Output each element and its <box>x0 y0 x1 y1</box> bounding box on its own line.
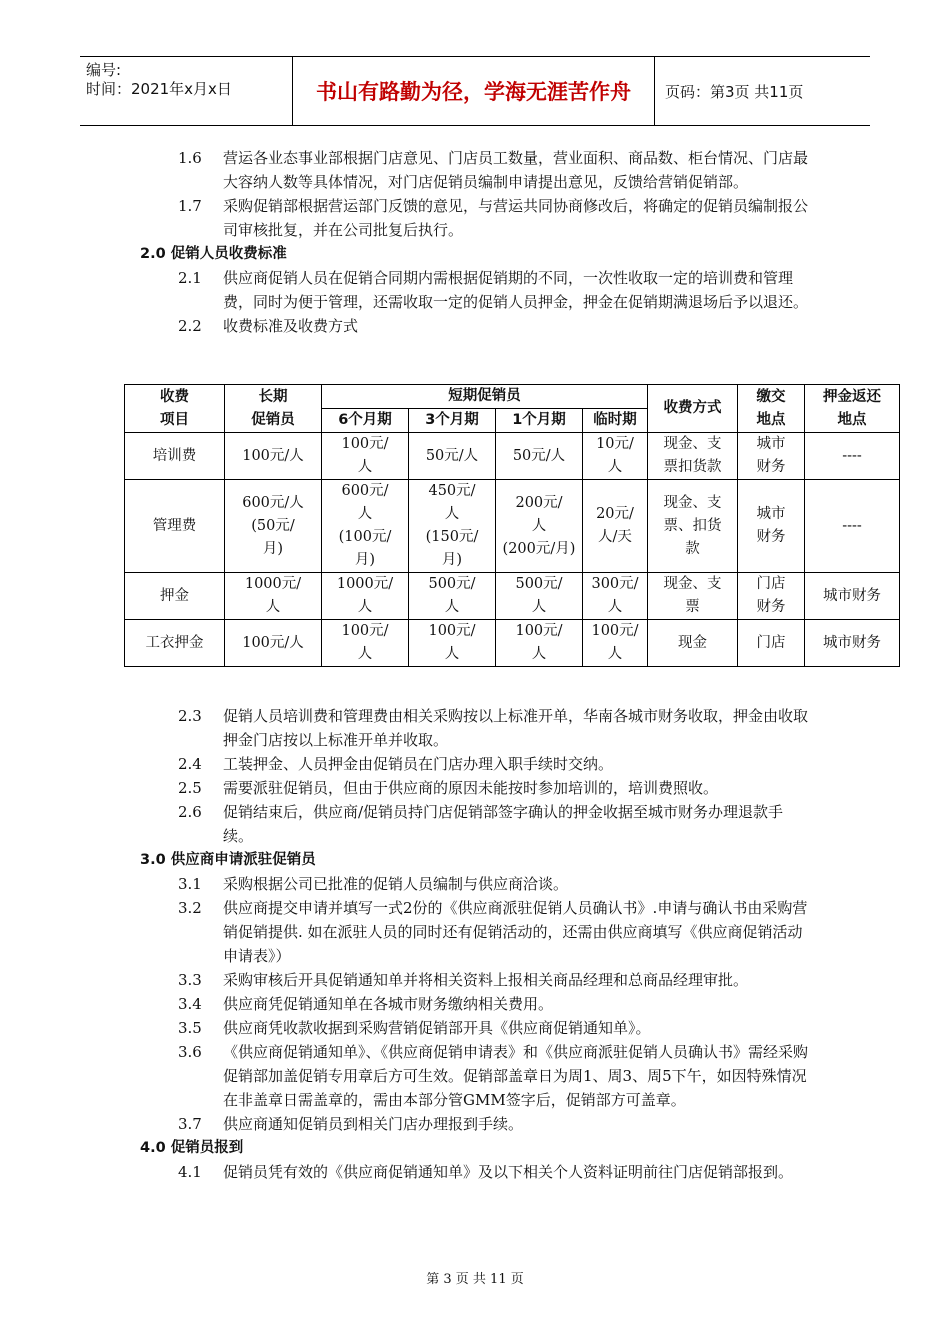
table-cell-long: 100元/人 <box>225 620 322 667</box>
item-num: 3.2 <box>178 899 202 917</box>
item-text: 采购促销部根据营运部门反馈的意见，与营运共同协商修改后，将确定的促销员编制报公司审核批复，并在公司批复后执行。 <box>223 197 809 239</box>
item-text: 《供应商促销通知单》、《供应商促销申请表》和《供应商派驻促销人员确认书》需经采购促销部加盖促销专用章后方可生效。促销部盖章日为周1、周3、周5下午，如因特殊情况在非盖章日需盖章的，需由本部分管GMM签字后，促销部方可盖章。 <box>223 1043 809 1109</box>
table-cell-long: 100元/人 <box>225 433 322 480</box>
table-cell-method: 现金、支 票 <box>648 573 738 620</box>
list-item <box>140 1016 810 1040</box>
list-item <box>140 896 810 968</box>
time-label: 时间：2021年x月x日 <box>86 80 232 98</box>
list-item <box>140 266 810 314</box>
table-cell-m3: 450元/ 人 (150元/ 月) <box>409 480 496 573</box>
item-num: 2.6 <box>178 803 202 821</box>
table-cell-place: 门店 <box>738 620 805 667</box>
page-header <box>80 56 870 126</box>
item-text: 收费标准及收费方式 <box>223 317 359 335</box>
table-row <box>125 480 900 573</box>
header-meta <box>80 57 293 125</box>
body-bottom <box>140 704 810 1184</box>
item-text: 采购审核后开具促销通知单并将相关资料上报相关商品经理和总商品经理审批。 <box>223 971 749 989</box>
header-motto: 书山有路勤为径，学海无涯苦作舟 <box>293 57 655 125</box>
list-item <box>140 1160 810 1184</box>
table-row <box>125 573 900 620</box>
list-item <box>140 872 810 896</box>
table-cell-place: 城市 财务 <box>738 480 805 573</box>
list-item <box>140 146 810 194</box>
table-cell-refund: 城市财务 <box>805 573 900 620</box>
item-text: 供应商凭促销通知单在各城市财务缴纳相关费用。 <box>223 995 554 1013</box>
item-num: 4.1 <box>178 1163 202 1181</box>
col-header: 1个月期 <box>496 409 583 433</box>
table-row <box>125 433 900 480</box>
list-item <box>140 314 810 338</box>
item-text: 供应商提交申请并填写一式2份的《供应商派驻促销人员确认书》.申请与确认书由采购营销促销提供. 如在派驻人员的同时还有促销活动的，还需由供应商填写《供应商促销活动申请表》） <box>223 899 808 965</box>
table-cell-place: 门店 财务 <box>738 573 805 620</box>
item-text: 供应商通知促销员到相关门店办理报到手续。 <box>223 1115 524 1133</box>
table-cell-m3: 50元/人 <box>409 433 496 480</box>
list-item <box>140 752 810 776</box>
col-header: 6个月期 <box>322 409 409 433</box>
table-cell-m3: 500元/ 人 <box>409 573 496 620</box>
table-cell-item: 管理费 <box>125 480 225 573</box>
table-cell-place: 城市 财务 <box>738 433 805 480</box>
table-cell-m1: 500元/ 人 <box>496 573 583 620</box>
item-num: 3.7 <box>178 1115 202 1133</box>
table-cell-m6: 1000元/ 人 <box>322 573 409 620</box>
item-num: 3.6 <box>178 1043 202 1061</box>
list-item <box>140 704 810 752</box>
table-cell-item: 工衣押金 <box>125 620 225 667</box>
table-cell-long: 600元/人 (50元/ 月) <box>225 480 322 573</box>
header-page-info: 页码：第3页 共11页 <box>665 82 804 101</box>
list-item <box>140 992 810 1016</box>
item-text: 供应商促销人员在促销合同期内需根据促销期的不同，一次性收取一定的培训费和管理费，同时为便于管理，还需收取一定的促销人员押金，押金在促销期满退场后予以退还。 <box>223 269 809 311</box>
item-num: 2.3 <box>178 707 202 725</box>
item-num: 2.2 <box>178 317 202 335</box>
item-num: 2.1 <box>178 269 202 287</box>
item-text: 促销人员培训费和管理费由相关采购按以上标准开单，华南各城市财务收取，押金由收取押金门店按以上标准开单并收取。 <box>223 707 809 749</box>
table-cell-m6: 100元/ 人 <box>322 620 409 667</box>
table-cell-m1: 50元/人 <box>496 433 583 480</box>
table-cell-refund: ---- <box>805 480 900 573</box>
table-cell-method: 现金 <box>648 620 738 667</box>
item-num: 2.4 <box>178 755 202 773</box>
table-cell-item: 押金 <box>125 573 225 620</box>
item-text: 采购根据公司已批准的促销人员编制与供应商洽谈。 <box>223 875 569 893</box>
list-item <box>140 776 810 800</box>
table-cell-m6: 100元/ 人 <box>322 433 409 480</box>
list-item <box>140 194 810 242</box>
table-cell-method: 现金、支 票、扣货 款 <box>648 480 738 573</box>
table-cell-refund: ---- <box>805 433 900 480</box>
list-item <box>140 1040 810 1112</box>
item-text: 需要派驻促销员，但由于供应商的原因未能按时参加培训的，培训费照收。 <box>223 779 719 797</box>
item-text: 促销员凭有效的《供应商促销通知单》及以下相关个人资料证明前往门店促销部报到。 <box>223 1163 794 1181</box>
item-text: 营运各业态事业部根据门店意见、门店员工数量，营业面积、商品数、柜台情况、门店最大容纳人数等具体情况，对门店促销员编制申请提出意见，反馈给营销促销部。 <box>223 149 809 191</box>
item-text: 工装押金、人员押金由促销员在门店办理入职手续时交纳。 <box>223 755 614 773</box>
table-cell-refund: 城市财务 <box>805 620 900 667</box>
table-cell-temp: 300元/ 人 <box>583 573 648 620</box>
table-cell-temp: 10元/ 人 <box>583 433 648 480</box>
item-num: 1.7 <box>178 197 202 215</box>
table-cell-method: 现金、支 票扣货款 <box>648 433 738 480</box>
col-header: 收费方式 <box>648 385 738 433</box>
section-title: 3.0 供应商申请派驻促销员 <box>140 852 316 868</box>
list-item <box>140 968 810 992</box>
table-cell-m1: 200元/ 人 (200元/月) <box>496 480 583 573</box>
list-item <box>140 800 810 848</box>
table-cell-item: 培训费 <box>125 433 225 480</box>
col-header: 3个月期 <box>409 409 496 433</box>
col-header: 长期 促销员 <box>225 385 322 433</box>
table-cell-temp: 100元/ 人 <box>583 620 648 667</box>
section-title: 2.0 促销人员收费标准 <box>140 246 287 262</box>
table-cell-m3: 100元/ 人 <box>409 620 496 667</box>
table-cell-long: 1000元/ 人 <box>225 573 322 620</box>
body-top <box>140 146 810 338</box>
page-footer: 第 3 页 共 11 页 <box>426 1272 524 1287</box>
table-cell-temp: 20元/ 人/天 <box>583 480 648 573</box>
code-label: 编号: <box>86 61 122 79</box>
section-title: 4.0 促销员报到 <box>140 1140 244 1156</box>
table-cell-m6: 600元/ 人 (100元/ 月) <box>322 480 409 573</box>
item-num: 2.5 <box>178 779 202 797</box>
col-header: 临时期 <box>583 409 648 433</box>
col-header: 缴交 地点 <box>738 385 805 433</box>
col-header: 收费 项目 <box>125 385 225 433</box>
item-num: 1.6 <box>178 149 202 167</box>
item-num: 3.1 <box>178 875 202 893</box>
item-num: 3.5 <box>178 1019 202 1037</box>
list-item <box>140 1112 810 1136</box>
col-header: 短期促销员 <box>322 385 648 409</box>
fee-table <box>124 384 900 667</box>
table-cell-m1: 100元/ 人 <box>496 620 583 667</box>
item-text: 促销结束后，供应商/促销员持门店促销部签字确认的押金收据至城市财务办理退款手续。 <box>223 803 784 845</box>
item-num: 3.3 <box>178 971 202 989</box>
item-text: 供应商凭收款收据到采购营销促销部开具《供应商促销通知单》。 <box>223 1019 651 1037</box>
item-num: 3.4 <box>178 995 202 1013</box>
col-header: 押金返还 地点 <box>805 385 900 433</box>
table-row <box>125 620 900 667</box>
